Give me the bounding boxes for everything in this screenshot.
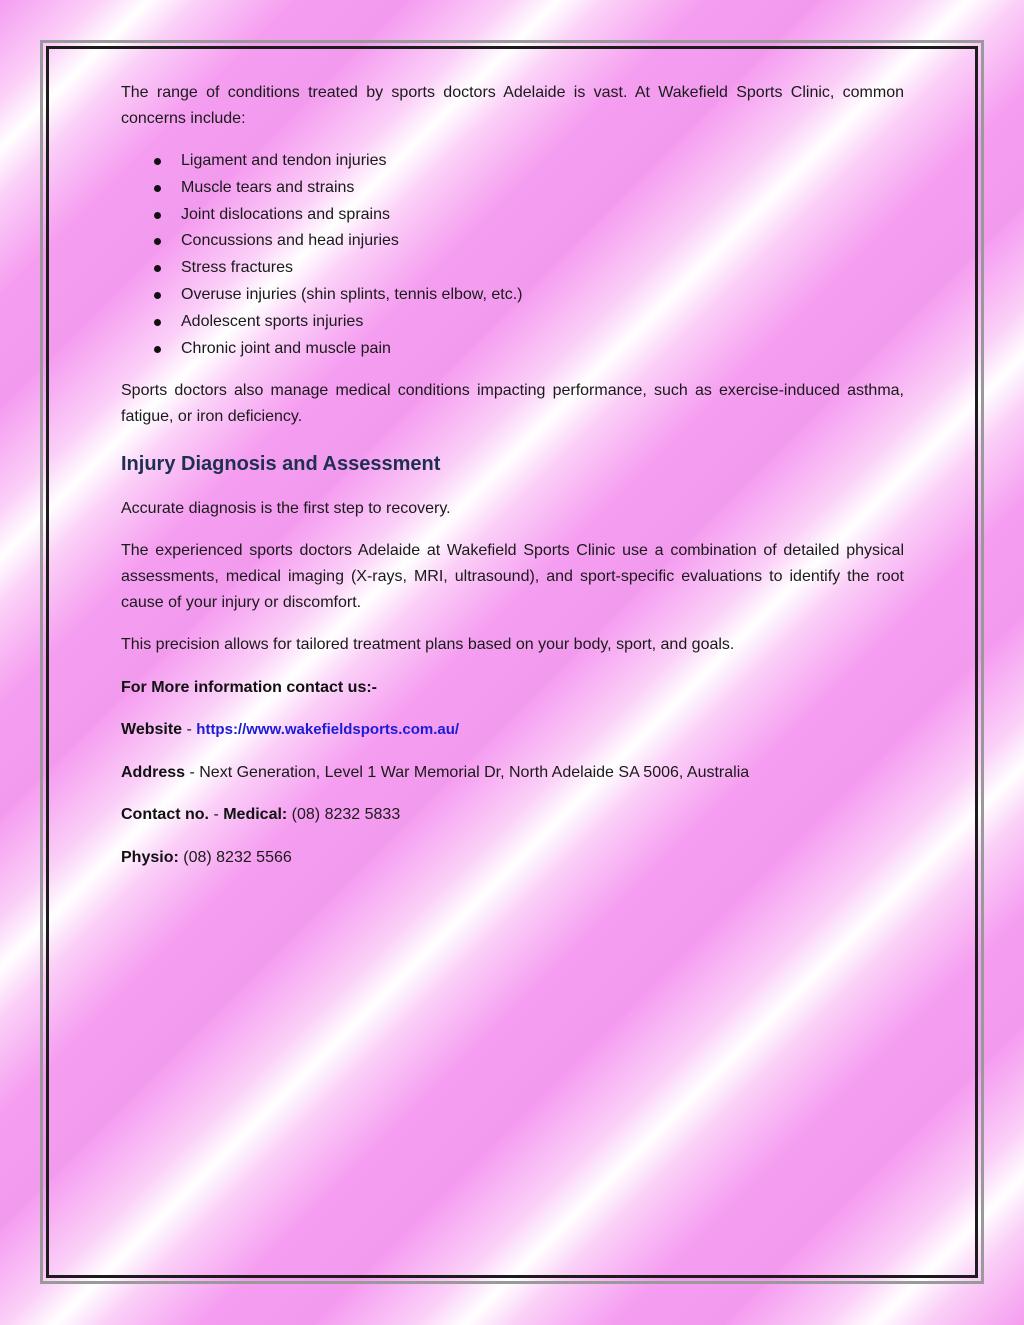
website-line: Website - https://www.wakefieldsports.com.au/ [121,721,460,739]
bullet-icon [154,319,161,326]
medical-phone: (08) 8232 5833 [287,806,401,824]
list-item: Overuse injuries (shin splints, tennis elbow, etc.) [121,282,904,309]
bullet-icon [154,212,161,219]
bullet-icon [154,265,161,272]
section-heading: Injury Diagnosis and Assessment [121,453,441,476]
list-item: Joint dislocations and sprains [121,202,904,229]
list-item: Concussions and head injuries [121,228,904,255]
physio-line [121,845,904,871]
website-label: Website [121,721,183,739]
physio-label: Physio: [121,848,179,866]
contact-heading: For More information contact us:- [121,678,377,696]
diagnosis-intro-paragraph: Accurate diagnosis is the first step to recovery. [121,500,451,518]
list-item: Chronic joint and muscle pain [121,336,904,363]
address-value: Next Generation, Level 1 War Memorial Dr, North Adelaide SA 5006, Australia [199,763,750,781]
document-body [121,80,904,871]
bullet-icon [154,158,161,165]
address-line: Address - Next Generation, Level 1 War Memorial Dr, North Adelaide SA 5006, Australia [121,763,750,781]
physio-phone: (08) 8232 5566 [178,848,292,866]
list-item: Muscle tears and strains [121,175,904,202]
conditions-list [121,148,904,362]
address-label: Address [121,763,186,781]
contact-label: Contact no. [121,806,209,824]
contact-line: Contact no. - Medical: (08) 8232 5833 [121,806,401,824]
bullet-icon [154,238,161,245]
list-item: Stress fractures [121,255,904,282]
list-item: Ligament and tendon injuries [121,148,904,175]
bullet-icon [154,292,161,299]
medical-label: Medical: [223,806,288,824]
medical-conditions-paragraph: Sports doctors also manage medical conditions impacting performance, such as exercise-induced asthma, fatigue, or iron deficiency. [121,382,904,426]
diagnosis-detail-paragraph: The experienced sports doctors Adelaide at Wakefield Sports Clinic use a combination of detailed physical assessments, medical imaging (X-rays, MRI, ultrasound), and sport-specific evaluations to identify the root cause of your injury or discomfort. [121,542,904,612]
bullet-icon [154,346,161,353]
intro-paragraph: The range of conditions treated by sports doctors Adelaide is vast. At Wakefield Sports Clinic, common concerns include: [121,84,904,127]
bullet-icon [154,185,161,192]
precision-paragraph: This precision allows for tailored treatment plans based on your body, sport, and goals. [121,636,735,654]
list-item: Adolescent sports injuries [121,309,904,336]
website-link[interactable]: https://www.wakefieldsports.com.au/ [196,721,460,739]
